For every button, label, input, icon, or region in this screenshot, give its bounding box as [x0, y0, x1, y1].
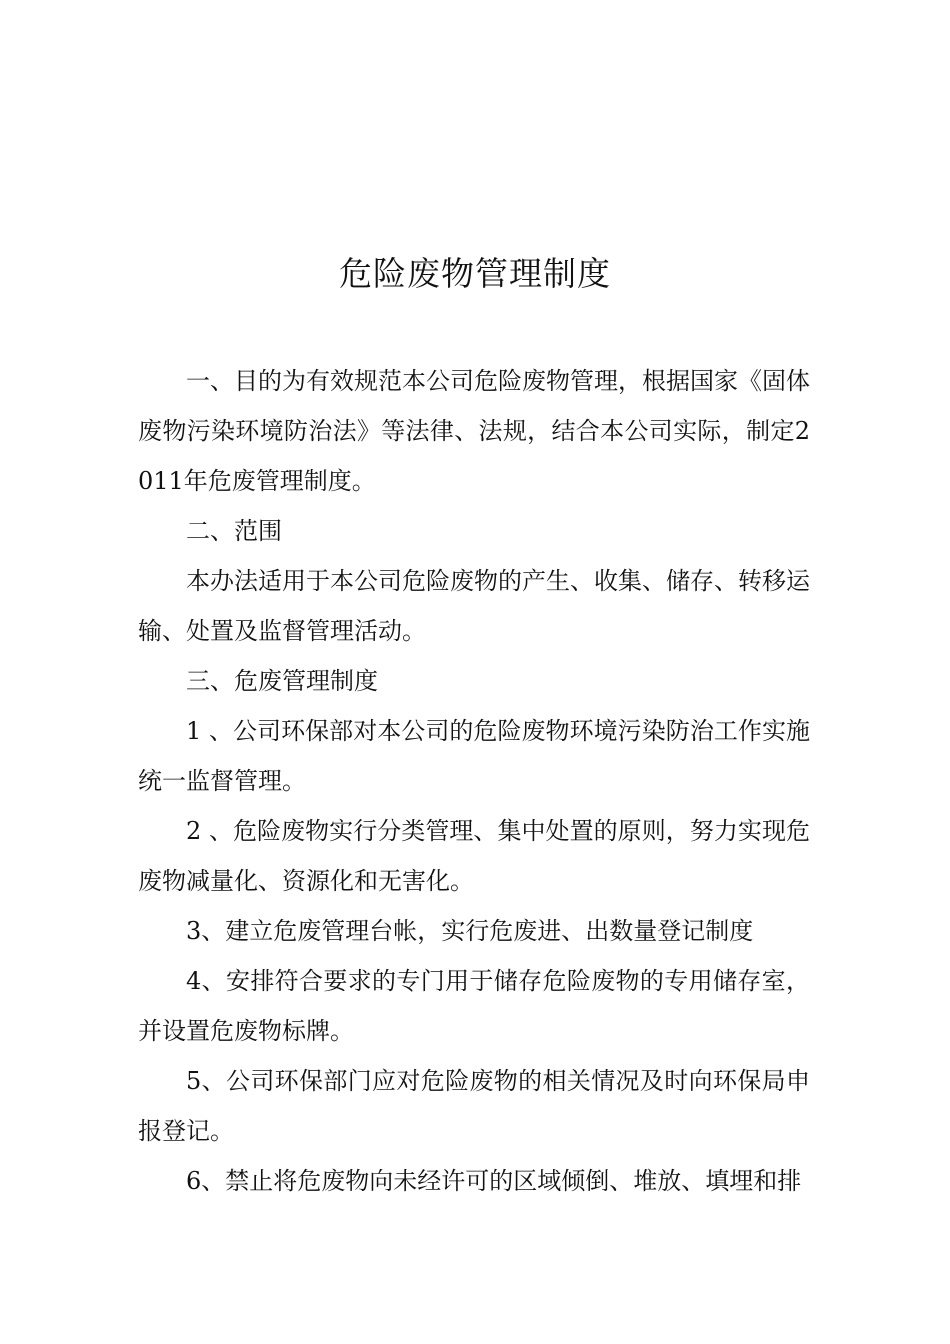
document-body	[138, 356, 810, 1206]
rule-item-4: 4、安排符合要求的专门用于储存危险废物的专用储存室，并设置危废物标牌。	[138, 967, 810, 1045]
section-heading-scope: 二、范围	[186, 517, 282, 545]
rule-item-2: 2 、危险废物实行分类管理、集中处置的原则，努力实现危废物减量化、资源化和无害化。	[138, 817, 810, 895]
rule-item-6: 6、禁止将危废物向未经许可的区域倾倒、堆放、填埋和排	[186, 1167, 802, 1195]
document-title: 危险废物管理制度	[339, 254, 611, 293]
paragraph-purpose: 一、目的为有效规范本公司危险废物管理，根据国家《固体废物污染环境防治法》等法律、法规，结合本公司实际，制定2011年危废管理制度。	[138, 367, 810, 495]
rule-item-5: 5、公司环保部门应对危险废物的相关情况及时向环保局申报登记。	[138, 1067, 810, 1145]
rule-item-3: 3、建立危废管理台帐，实行危废进、出数量登记制度	[186, 917, 754, 945]
rule-item-1: 1 、公司环保部对本公司的危险废物环境污染防治工作实施统一监督管理。	[138, 717, 810, 795]
section-heading-rules: 三、危废管理制度	[186, 667, 378, 695]
paragraph-scope: 本办法适用于本公司危险废物的产生、收集、储存、转移运输、处置及监督管理活动。	[138, 567, 810, 645]
